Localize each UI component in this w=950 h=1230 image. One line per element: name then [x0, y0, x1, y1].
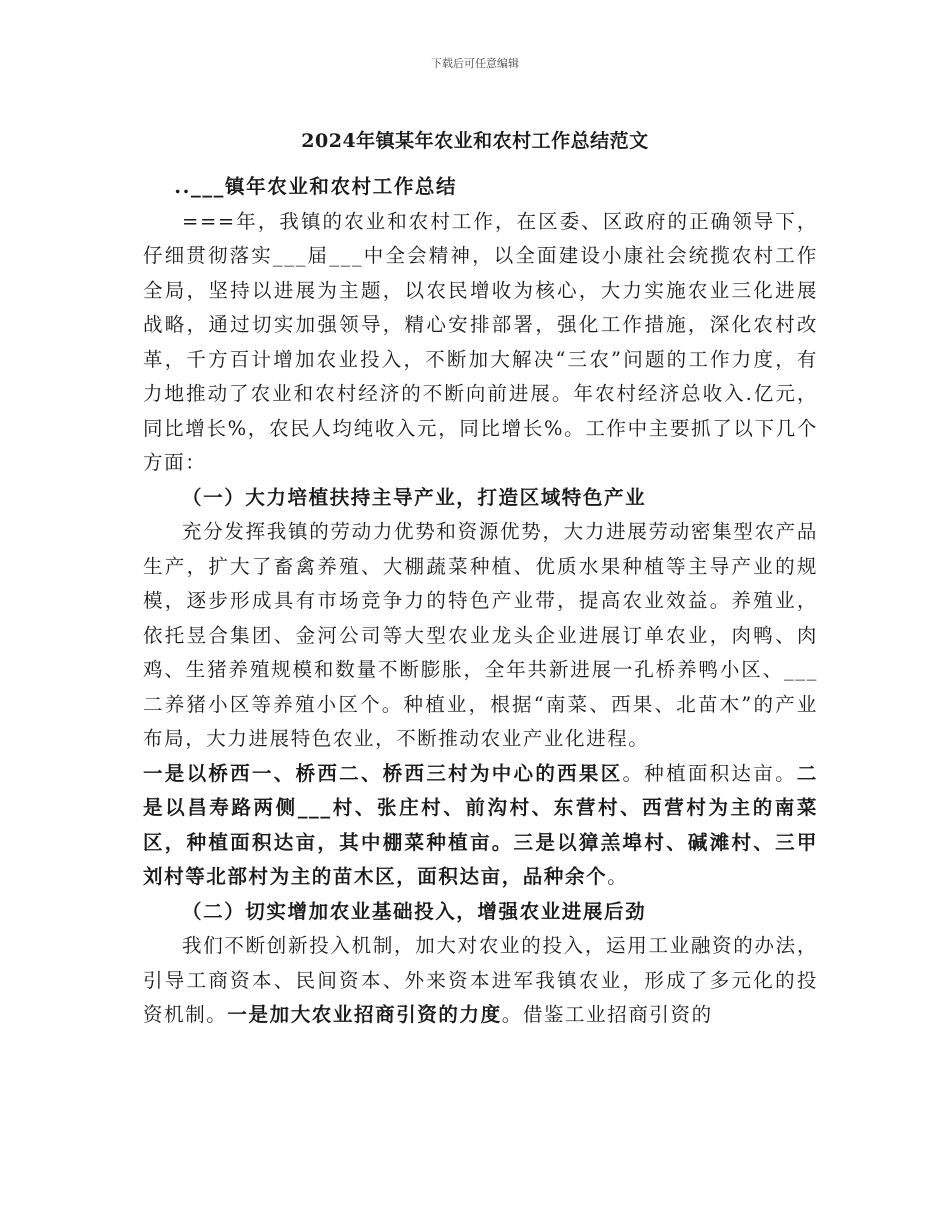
- section-2-point-1-tail: 。借鉴工业招商引资的: [501, 1003, 713, 1026]
- section-1-point-1: 一是以桥西一、桥西二、桥西三村为中心的西果区: [143, 761, 623, 785]
- section-2-text: 我们不断创新投入机制，加大对农业的投入，运用工业融资的办法，引导工商资本、民间资本、外来资本进军我镇农业，形成了多元化的投资机制。: [143, 934, 818, 1026]
- document-body: [143, 170, 818, 1033]
- section-1-point-1-tail: 。种植面积达亩。: [622, 761, 797, 785]
- section-1-paragraph: [143, 515, 818, 757]
- section-1-text: 充分发挥我镇的劳动力优势和资源优势，大力进展劳动密集型农产品生产，扩大了畜禽养殖、大棚蔬菜种植、优质水果种植等主导产业的规模，逐步形成具有市场竞争力的特色产业带，提高农业效益。养殖业，依托昱合集团、金河公司等大型农业龙头企业进展订单农业，肉鸭、肉鸡、生猪养殖规模和数量不断膨胀，全年共新进展一孔桥养鸭小区、___二养猪小区等养殖小区个。种植业，根据“南菜、西果、北苗木”的产业布局，大力进展特色农业，不断推动农业产业化进程。: [143, 520, 818, 750]
- document-title: 2024年镇某年农业和农村工作总结范文: [301, 130, 649, 152]
- section-2-point-1: 一是加大农业招商引资的力度: [227, 1003, 502, 1026]
- section-2-paragraph: [143, 929, 818, 1033]
- document-subtitle: ..___镇年农业和农村工作总结: [174, 175, 458, 198]
- intro-paragraph: ===年，我镇的农业和农村工作，在区委、区政府的正确领导下，仔细贯彻落实___届___中全会精神，以全面建设小康社会统揽农村工作全局，坚持以进展为主题，以农民增收为核心，大力实施农业三化进展战略，通过切实加强领导，精心安排部署，强化工作措施，深化农村改革，千方百计增加农业投入，不断加大解决“三农”问题的工作力度，有力地推动了农业和农村经济的不断向前进展。年农村经济总收入.亿元，同比增长%，农民人均纯收入元，同比增长%。工作中主要抓了以下几个方面：: [143, 209, 818, 474]
- section-1-points: [143, 757, 818, 895]
- header-note: 下载后可任意编辑: [431, 57, 519, 70]
- section-1-point-2-tail: 。: [607, 865, 629, 888]
- section-1-heading: （一）大力培植扶持主导产业，打造区域特色产业: [182, 485, 647, 509]
- section-1-point-2: 二是以昌寿路两侧___村、张庄村、前沟村、东营村、西营村为主的南菜区，种植面积达亩，其中棚菜种植亩。三是以獐羔埠村、碱滩村、三甲刘村等北部村为主的苗木区，面积达亩，品种余个: [143, 761, 818, 888]
- section-2-heading: （二）切实增加农业基础投入，增强农业进展后劲: [182, 899, 647, 923]
